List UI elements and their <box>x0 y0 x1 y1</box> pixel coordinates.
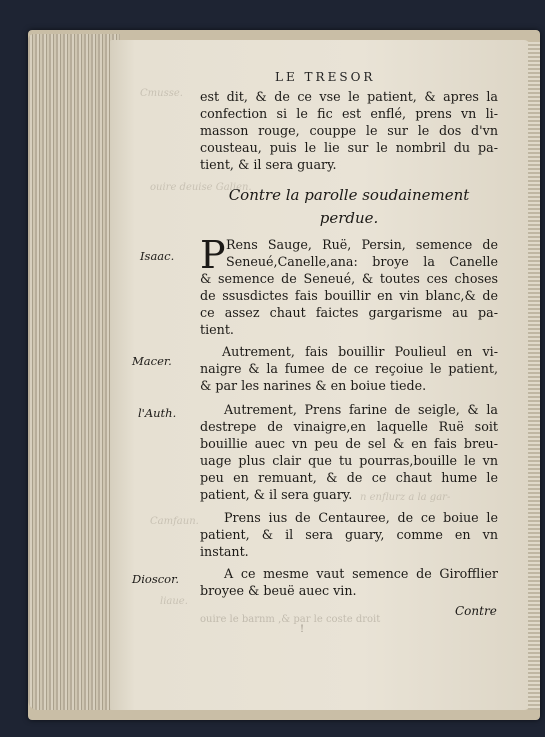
page-edges-right <box>528 42 540 710</box>
drop-capital: P <box>200 233 226 277</box>
section-heading: Contre la parolle soudainement <box>228 186 470 204</box>
text-line: A ce mesme vaut semence de Girofflier <box>224 566 498 581</box>
text-line: cousteau, puis le lie sur le nombril du pa- <box>200 140 498 155</box>
text-line: peu en remuant, & de ce chaut hume le <box>200 470 498 485</box>
catchword: Contre <box>455 604 497 618</box>
text-line: Autrement, fais bouillir Poulieul en vi- <box>222 344 498 359</box>
text-line: bouillie auec vn peu de sel & en fais breu- <box>200 436 498 451</box>
text-line: tient. <box>200 322 234 337</box>
text-line: Seneué,Canelle,ana: broye la Canelle <box>226 254 498 269</box>
page-edges-left <box>28 34 120 710</box>
text-line: ce assez chaut faictes gargarisme au pa- <box>200 305 498 320</box>
text-line: de ssusdictes fais bouillir en vin blanc,& de <box>200 288 498 303</box>
margin-note-auth: l'Auth. <box>138 406 177 420</box>
margin-note-isaac: Isaac. <box>140 249 175 263</box>
text-line: Rens Sauge, Ruë, Persin, semence de <box>226 237 498 252</box>
text-line: Prens ius de Centauree, de ce boiue le <box>224 510 498 525</box>
section-heading: perdue. <box>319 209 379 227</box>
text-line: broyee & beuë auec vin. <box>200 583 357 598</box>
text-line: & par les narines & en boiue tiede. <box>200 378 427 393</box>
text-line: destrepe de vinaigre,en laquelle Ruë soit <box>200 419 498 434</box>
margin-note-macer: Macer. <box>132 354 172 368</box>
text-line: confection si le fic est enflé, prens vn li- <box>200 106 498 121</box>
text-line: est dit, & de ce vse le patient, & apres la <box>200 89 498 104</box>
running-head: LE TRESOR <box>275 70 376 84</box>
text-line: uage plus clair que tu pourras,bouille le vn <box>200 453 498 468</box>
text-line: patient, & il sera guary. <box>200 487 353 502</box>
text-line: masson rouge, couppe le sur le dos d'vn <box>200 123 498 138</box>
margin-note-dioscor: Dioscor. <box>132 572 179 586</box>
text-line: naigre & la fumee de ce reçoiue le patient, <box>200 361 498 376</box>
text-line: instant. <box>200 544 249 559</box>
text-line: Autrement, Prens farine de seigle, & la <box>224 402 498 417</box>
text-line: patient, & il sera guary, comme en vn <box>200 527 498 542</box>
text-line: & semence de Seneué, & toutes ces choses <box>200 271 498 286</box>
text-line: tient, & il sera guary. <box>200 157 337 172</box>
